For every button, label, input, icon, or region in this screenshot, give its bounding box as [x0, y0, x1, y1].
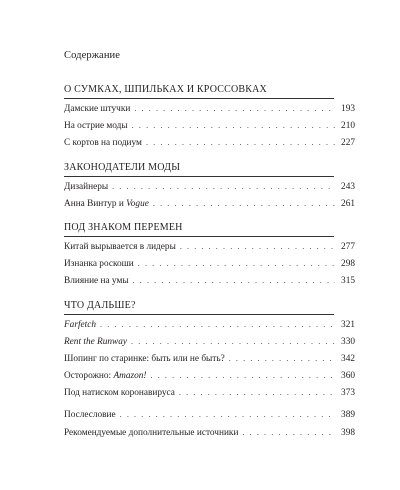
toc-entry: [64, 370, 355, 382]
entry-label: На острие моды: [64, 121, 128, 131]
toc-entry: [64, 353, 355, 365]
entry-label: Дизайнеры: [64, 182, 109, 192]
section-heading: ЧТО ДАЛЬШЕ?: [64, 300, 334, 315]
page-number: 298: [341, 259, 355, 269]
page-number: 261: [341, 199, 355, 209]
leader-dots: [134, 103, 335, 115]
page-number: 321: [341, 320, 355, 330]
page-number: 315: [341, 276, 355, 286]
toc-entry: [64, 137, 355, 149]
entry-label: Влияние на умы: [64, 276, 129, 286]
toc-entry-afterword: [64, 409, 355, 421]
toc-entry: [64, 258, 355, 270]
leader-dots: [180, 241, 335, 253]
section-heading: ЗАКОНОДАТЕЛИ МОДЫ: [64, 162, 334, 177]
toc-entry: [64, 120, 355, 132]
leader-dots: [146, 137, 335, 149]
toc-entry: [64, 319, 355, 331]
leader-dots: [133, 275, 335, 287]
leader-dots: [112, 181, 335, 193]
leader-dots: [132, 120, 335, 132]
entry-label: Дамские штучки: [64, 104, 131, 114]
toc-entry: [64, 103, 355, 115]
entry-label: Шопинг по старинке: быть или не быть?: [64, 354, 225, 364]
entry-label: Анна Винтур и Vogue: [64, 199, 149, 209]
page-number: 389: [341, 410, 355, 420]
entry-label: С кортов на подиум: [64, 138, 142, 148]
entry-label: Farfetch: [64, 320, 97, 330]
page-number: 373: [341, 388, 355, 398]
leader-dots: [100, 319, 335, 331]
page-number: 210: [341, 121, 355, 131]
leader-dots: [229, 353, 335, 365]
entry-label: Рекомендуемые дополнительные источники: [64, 428, 239, 438]
page-number: 398: [341, 428, 355, 438]
page-number: 243: [341, 182, 355, 192]
page-number: 193: [341, 104, 355, 114]
toc-entry: [64, 198, 355, 210]
toc-entry: [64, 336, 355, 348]
section-heading: ПОД ЗНАКОМ ПЕРЕМЕН: [64, 222, 334, 237]
entry-label: Под натиском коронавируса: [64, 388, 175, 398]
leader-dots: [151, 370, 335, 382]
entry-label: Rent the Runway: [64, 337, 127, 347]
page-number: 360: [341, 371, 355, 381]
leader-dots: [138, 258, 335, 270]
toc-entry-sources: [64, 427, 355, 439]
leader-dots: [179, 387, 335, 399]
toc-entry: [64, 387, 355, 399]
page-number: 227: [341, 138, 355, 148]
page-number: 342: [341, 354, 355, 364]
entry-label: Китай вырывается в лидеры: [64, 242, 176, 252]
leader-dots: [242, 427, 335, 439]
entry-label: Послесловие: [64, 410, 116, 420]
toc-entry: [64, 275, 355, 287]
leader-dots: [120, 409, 335, 421]
leader-dots: [131, 336, 335, 348]
entry-label: Изнанка роскоши: [64, 259, 134, 269]
section-heading: О СУМКАХ, ШПИЛЬКАХ И КРОССОВКАХ: [64, 84, 334, 99]
toc-entry: [64, 241, 355, 253]
page-number: 277: [341, 242, 355, 252]
toc-entry: [64, 181, 355, 193]
leader-dots: [153, 198, 335, 210]
toc-title: Содержание: [64, 50, 121, 61]
entry-label: Осторожно: Amazon!: [64, 371, 147, 381]
page-number: 330: [341, 337, 355, 347]
